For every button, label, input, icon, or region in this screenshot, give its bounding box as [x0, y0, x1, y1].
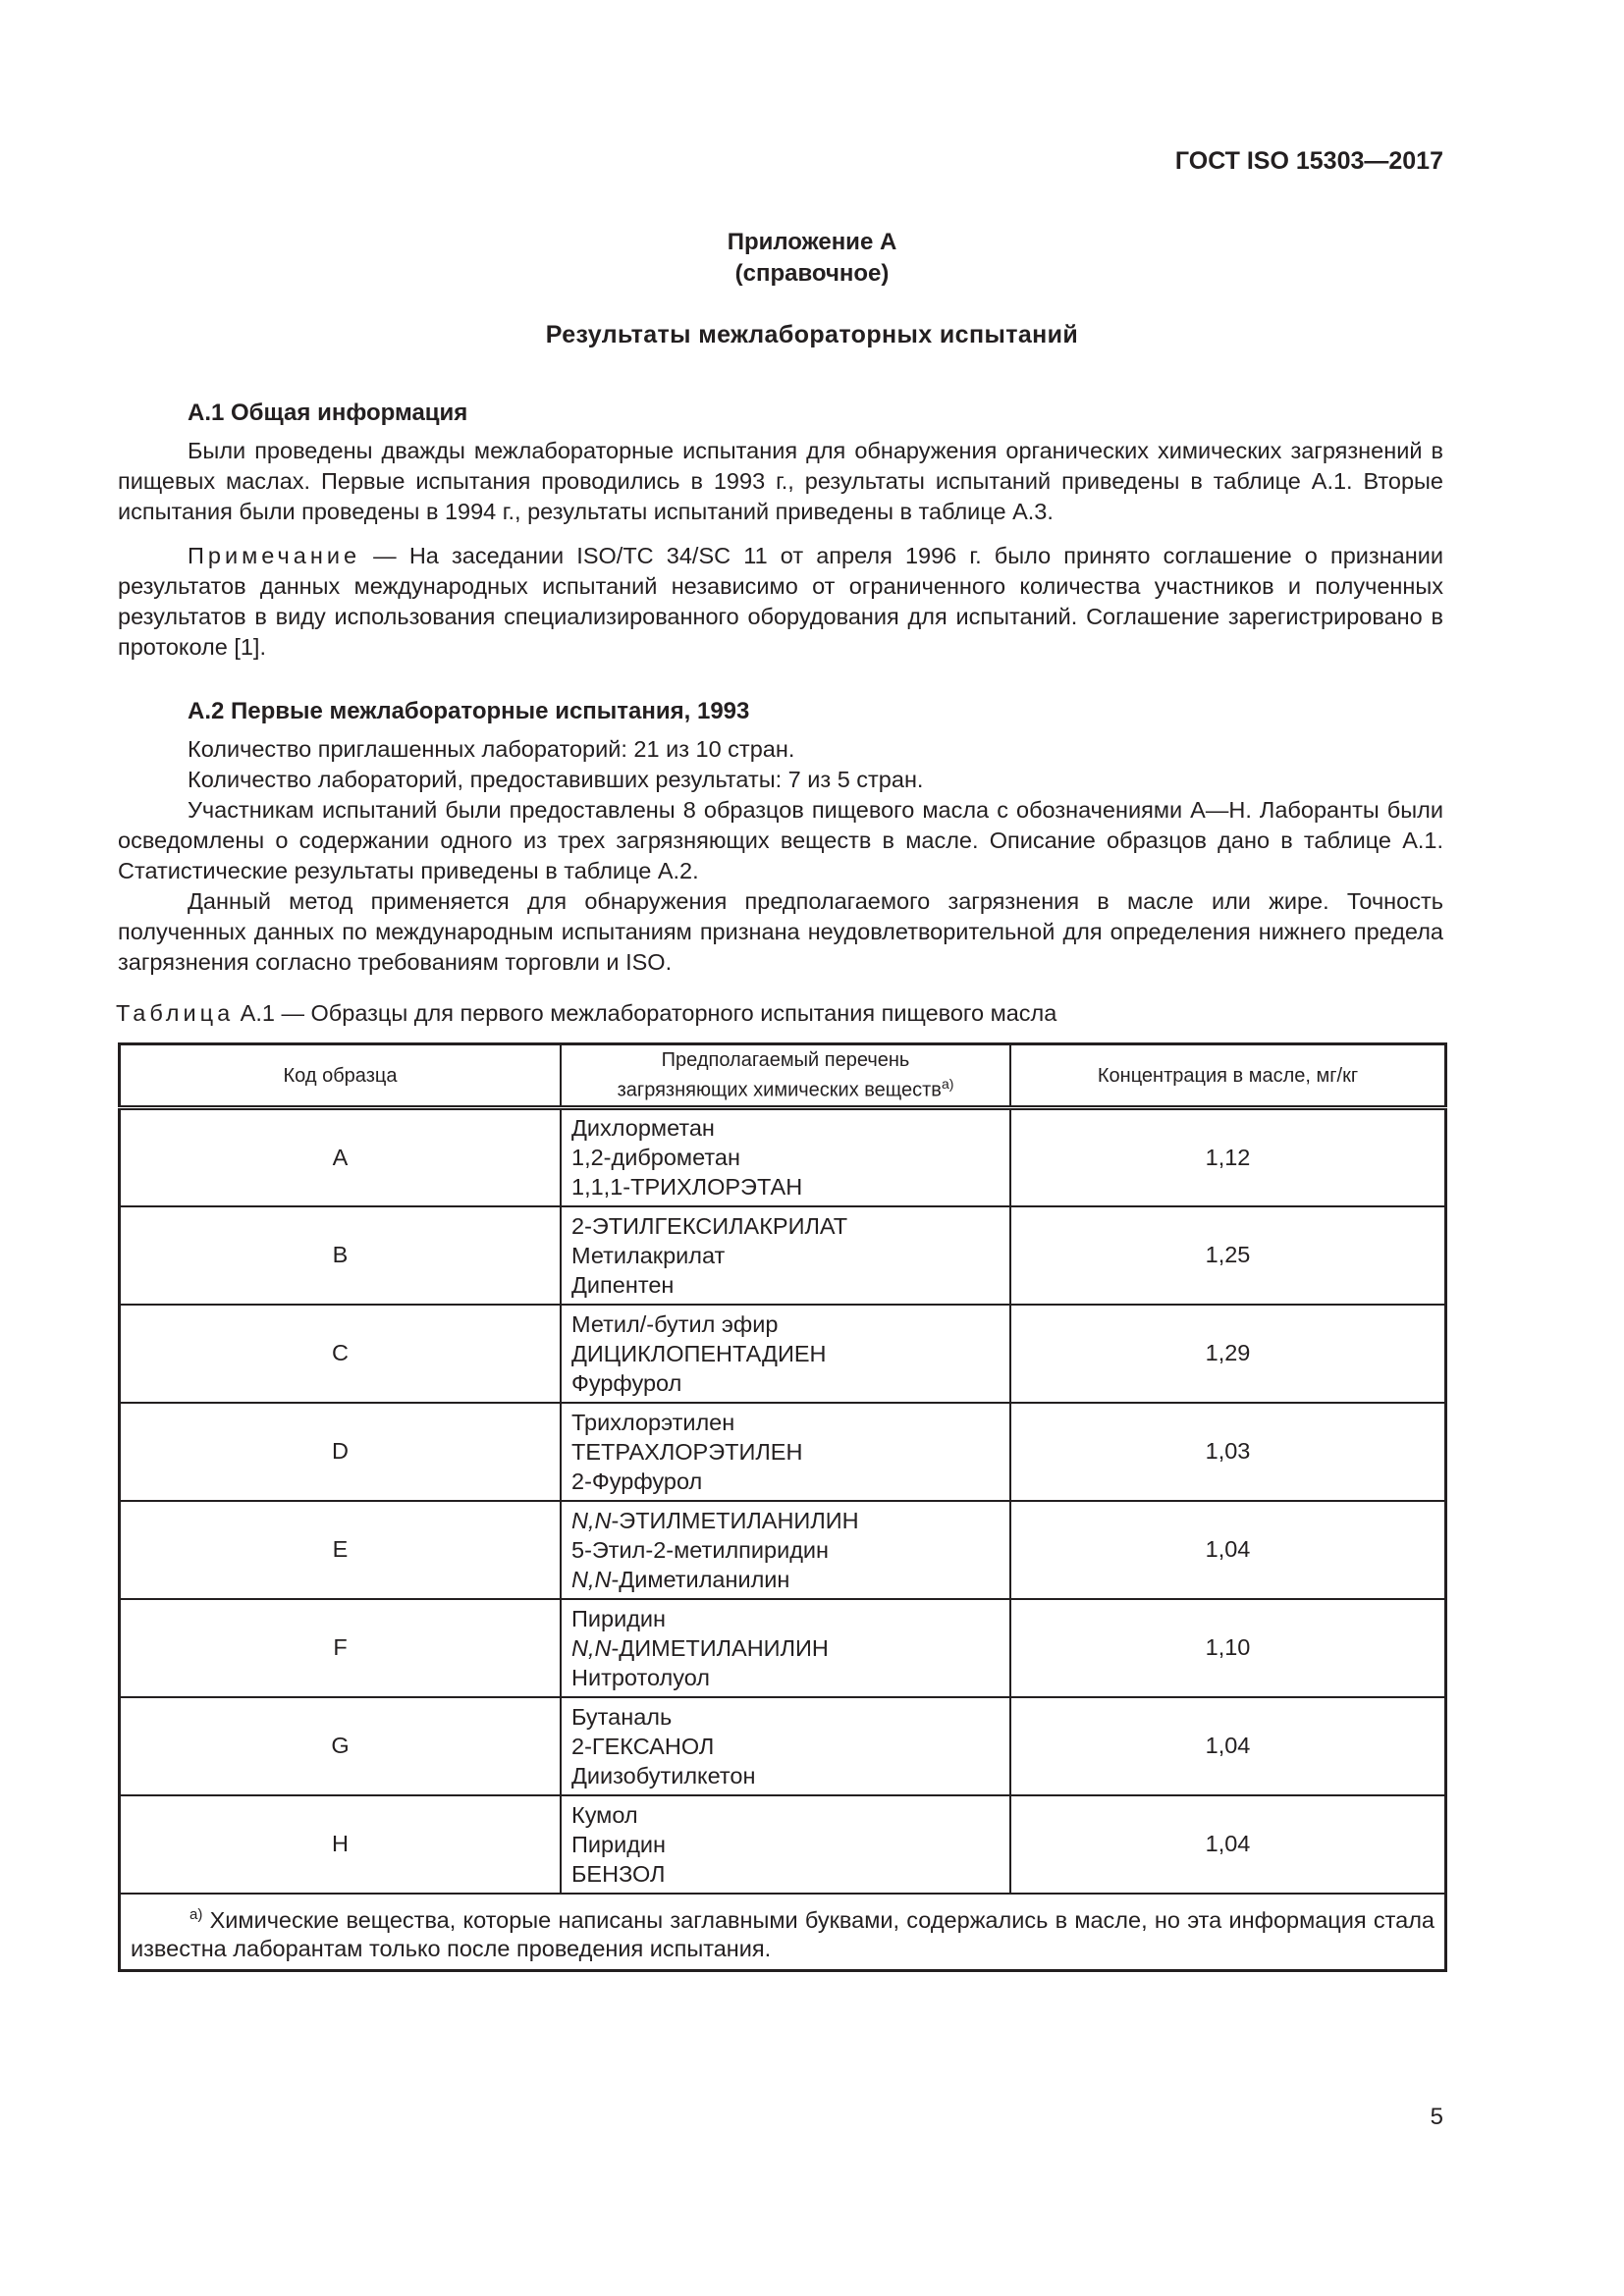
- concentration-cell: 1,25: [1010, 1206, 1446, 1305]
- substance-name: Пиридин: [571, 1605, 667, 1631]
- table-row: [120, 1206, 1446, 1305]
- footnote-mark: a): [189, 1905, 203, 1923]
- column-header-code: Код образца: [120, 1044, 562, 1108]
- substance-line: [571, 1663, 1009, 1692]
- substance-name: -Диметиланилин: [611, 1566, 790, 1592]
- substance-name: ДИЦИКЛОПЕНТАДИЕН: [571, 1340, 827, 1366]
- footnote-reference: a): [941, 1076, 954, 1093]
- column-header-substances-line1: Предполагаемый перечень: [661, 1049, 910, 1072]
- substance-name: Фурфурол: [571, 1369, 682, 1396]
- substances-cell: [561, 1206, 1010, 1305]
- substance-name: БЕНЗОЛ: [571, 1860, 666, 1887]
- substance-line: [571, 1309, 1009, 1339]
- table-header-row: [120, 1044, 1446, 1108]
- substance-name: 1,2-диброметан: [571, 1145, 740, 1171]
- substance-line: [571, 1859, 1009, 1889]
- table-row: [120, 1305, 1446, 1403]
- substance-name: -ДИМЕТИЛАНИЛИН: [611, 1634, 829, 1661]
- substances-cell: [561, 1305, 1010, 1403]
- substance-line: [571, 1506, 1009, 1535]
- table-footnote: [120, 1894, 1446, 1971]
- table-row: [120, 1599, 1446, 1697]
- annex-status: (справочное): [734, 260, 890, 287]
- sample-code-cell: B: [120, 1206, 562, 1305]
- section-general-info: [118, 398, 1443, 663]
- substance-name: Трихлорэтилен: [571, 1409, 735, 1435]
- substance-name: 2-ГЕКСАНОЛ: [571, 1733, 715, 1759]
- concentration-cell: 1,10: [1010, 1599, 1446, 1697]
- substance-line: [571, 1732, 1009, 1761]
- paragraph: Были проведены дважды межлабораторные испытания для обнаружения органических химических загрязнений в пищевых маслах. Первые испытания проводились в 1993 г., результаты испытаний приведены в таблице А.1. Вторые испытания были проведены в 1994 г., результаты испытаний приведены в таблице А.3.: [118, 438, 1443, 524]
- substance-name: Нитротолуол: [571, 1664, 710, 1690]
- substance-line: [571, 1702, 1009, 1732]
- column-header-substances-line2: загрязняющих химических веществ: [617, 1079, 942, 1101]
- concentration-cell: 1,03: [1010, 1403, 1446, 1501]
- concentration-cell: 1,12: [1010, 1108, 1446, 1206]
- sample-code-cell: H: [120, 1795, 562, 1894]
- sample-code-cell: E: [120, 1501, 562, 1599]
- column-header-concentration: Концентрация в масле, мг/кг: [1010, 1044, 1446, 1108]
- substance-line: [571, 1535, 1009, 1565]
- substance-name: Диизобутилкетон: [571, 1762, 756, 1789]
- substance-line: [571, 1467, 1009, 1496]
- paragraph: Участникам испытаний были предоставлены 8 образцов пищевого масла с обозначениями A—H. Лаборанты были осведомлены о содержании одного из трех загрязняющих веществ в масле. Описание образцов дано в таблице А.1. Статистические результаты приведены в таблице А.2.: [118, 797, 1443, 883]
- substance-line: [571, 1211, 1009, 1241]
- substances-cell: [561, 1403, 1010, 1501]
- sample-code-cell: F: [120, 1599, 562, 1697]
- substance-name: Дихлорметан: [571, 1115, 715, 1142]
- substance-line: [571, 1368, 1009, 1398]
- substance-name: 5-Этил-2-метилпиридин: [571, 1536, 830, 1563]
- concentration-cell: 1,04: [1010, 1697, 1446, 1795]
- section-heading: А.2 Первые межлабораторные испытания, 1993: [188, 698, 750, 724]
- substance-line: [571, 1339, 1009, 1368]
- note-label: Примечание: [188, 543, 361, 568]
- substance-name: -ЭТИЛМЕТИЛАНИЛИН: [611, 1507, 859, 1533]
- substance-line: [571, 1761, 1009, 1790]
- table-row: [120, 1501, 1446, 1599]
- substance-prefix: N,N: [571, 1634, 612, 1661]
- substance-line: [571, 1604, 1009, 1633]
- substance-line: [571, 1113, 1009, 1143]
- substances-cell: [561, 1108, 1010, 1206]
- substance-line: [571, 1830, 1009, 1859]
- substance-line: [571, 1565, 1009, 1594]
- sample-code-cell: C: [120, 1305, 562, 1403]
- substances-cell: [561, 1795, 1010, 1894]
- substance-name: 2-Фурфурол: [571, 1468, 703, 1494]
- sample-code-cell: G: [120, 1697, 562, 1795]
- concentration-cell: 1,29: [1010, 1305, 1446, 1403]
- substance-line: [571, 1270, 1009, 1300]
- substance-line: [571, 1800, 1009, 1830]
- table-footnote-row: [120, 1894, 1446, 1971]
- table-row: [120, 1403, 1446, 1501]
- substance-prefix: N,N: [571, 1566, 612, 1592]
- substance-name: 1,1,1-ТРИХЛОРЭТАН: [571, 1174, 803, 1201]
- concentration-cell: 1,04: [1010, 1795, 1446, 1894]
- sample-code-cell: A: [120, 1108, 562, 1206]
- note: [118, 541, 1443, 663]
- samples-table: [118, 1042, 1447, 1972]
- concentration-cell: 1,04: [1010, 1501, 1446, 1599]
- table-caption-label: Таблица: [116, 1000, 235, 1026]
- substance-line: [571, 1172, 1009, 1201]
- column-header-substances: [561, 1044, 1010, 1108]
- page-number: 5: [1430, 2104, 1443, 2130]
- section-first-trials: [118, 696, 1443, 978]
- paragraph: Данный метод применяется для обнаружения предполагаемого загрязнения в масле или жире. Точность полученных данных по международным испытаниям признана неудовлетворительной для определения нижнего предела загрязнения согласно требованиям торговли и ISO.: [118, 888, 1443, 975]
- substance-name: Дипентен: [571, 1271, 675, 1298]
- footnote-text: Химические вещества, которые написаны заглавными буквами, содержались в масле, но эта информация стала известна лаборантам только после проведения испытания.: [131, 1906, 1435, 1962]
- paragraph: Количество приглашенных лабораторий: 21 из 10 стран.: [188, 736, 795, 762]
- substance-line: [571, 1241, 1009, 1270]
- table-caption-text: А.1 — Образцы для первого межлабораторного испытания пищевого масла: [234, 1000, 1057, 1026]
- substance-name: Пиридин: [571, 1831, 667, 1857]
- substance-name: Бутаналь: [571, 1703, 673, 1730]
- section-heading: А.1 Общая информация: [188, 400, 468, 426]
- annex-heading: Результаты межлабораторных испытаний: [545, 321, 1079, 348]
- substance-line: [571, 1633, 1009, 1663]
- substance-line: [571, 1437, 1009, 1467]
- substance-name: Кумол: [571, 1801, 638, 1828]
- substances-cell: [561, 1599, 1010, 1697]
- annex-title: Приложение А: [727, 229, 897, 255]
- table-row: [120, 1108, 1446, 1206]
- table-row: [120, 1697, 1446, 1795]
- substances-cell: [561, 1697, 1010, 1795]
- document-id: ГОСТ ISO 15303—2017: [1174, 147, 1443, 175]
- substance-prefix: N,N: [571, 1507, 612, 1533]
- paragraph: Количество лабораторий, предоставивших результаты: 7 из 5 стран.: [188, 767, 924, 792]
- substance-name: Метил/-бутил эфир: [571, 1310, 779, 1337]
- table-row: [120, 1795, 1446, 1894]
- substance-line: [571, 1143, 1009, 1172]
- table-caption: [116, 1000, 1056, 1027]
- substance-name: Метилакрилат: [571, 1242, 726, 1268]
- substance-name: 2-ЭТИЛГЕКСИЛАКРИЛАТ: [571, 1212, 848, 1239]
- substances-cell: [561, 1501, 1010, 1599]
- substance-name: ТЕТРАХЛОРЭТИЛЕН: [571, 1438, 803, 1465]
- sample-code-cell: D: [120, 1403, 562, 1501]
- note-text: — На заседании ISO/TC 34/SC 11 от апреля 1996 г. было принято соглашение о признании результатов данных международных испытаний независимо от ограниченного количества участников и полученных результатов в виду использования специализированного оборудования для испытаний. Соглашение зарегистрировано в протоколе [1].: [118, 543, 1443, 660]
- substance-line: [571, 1408, 1009, 1437]
